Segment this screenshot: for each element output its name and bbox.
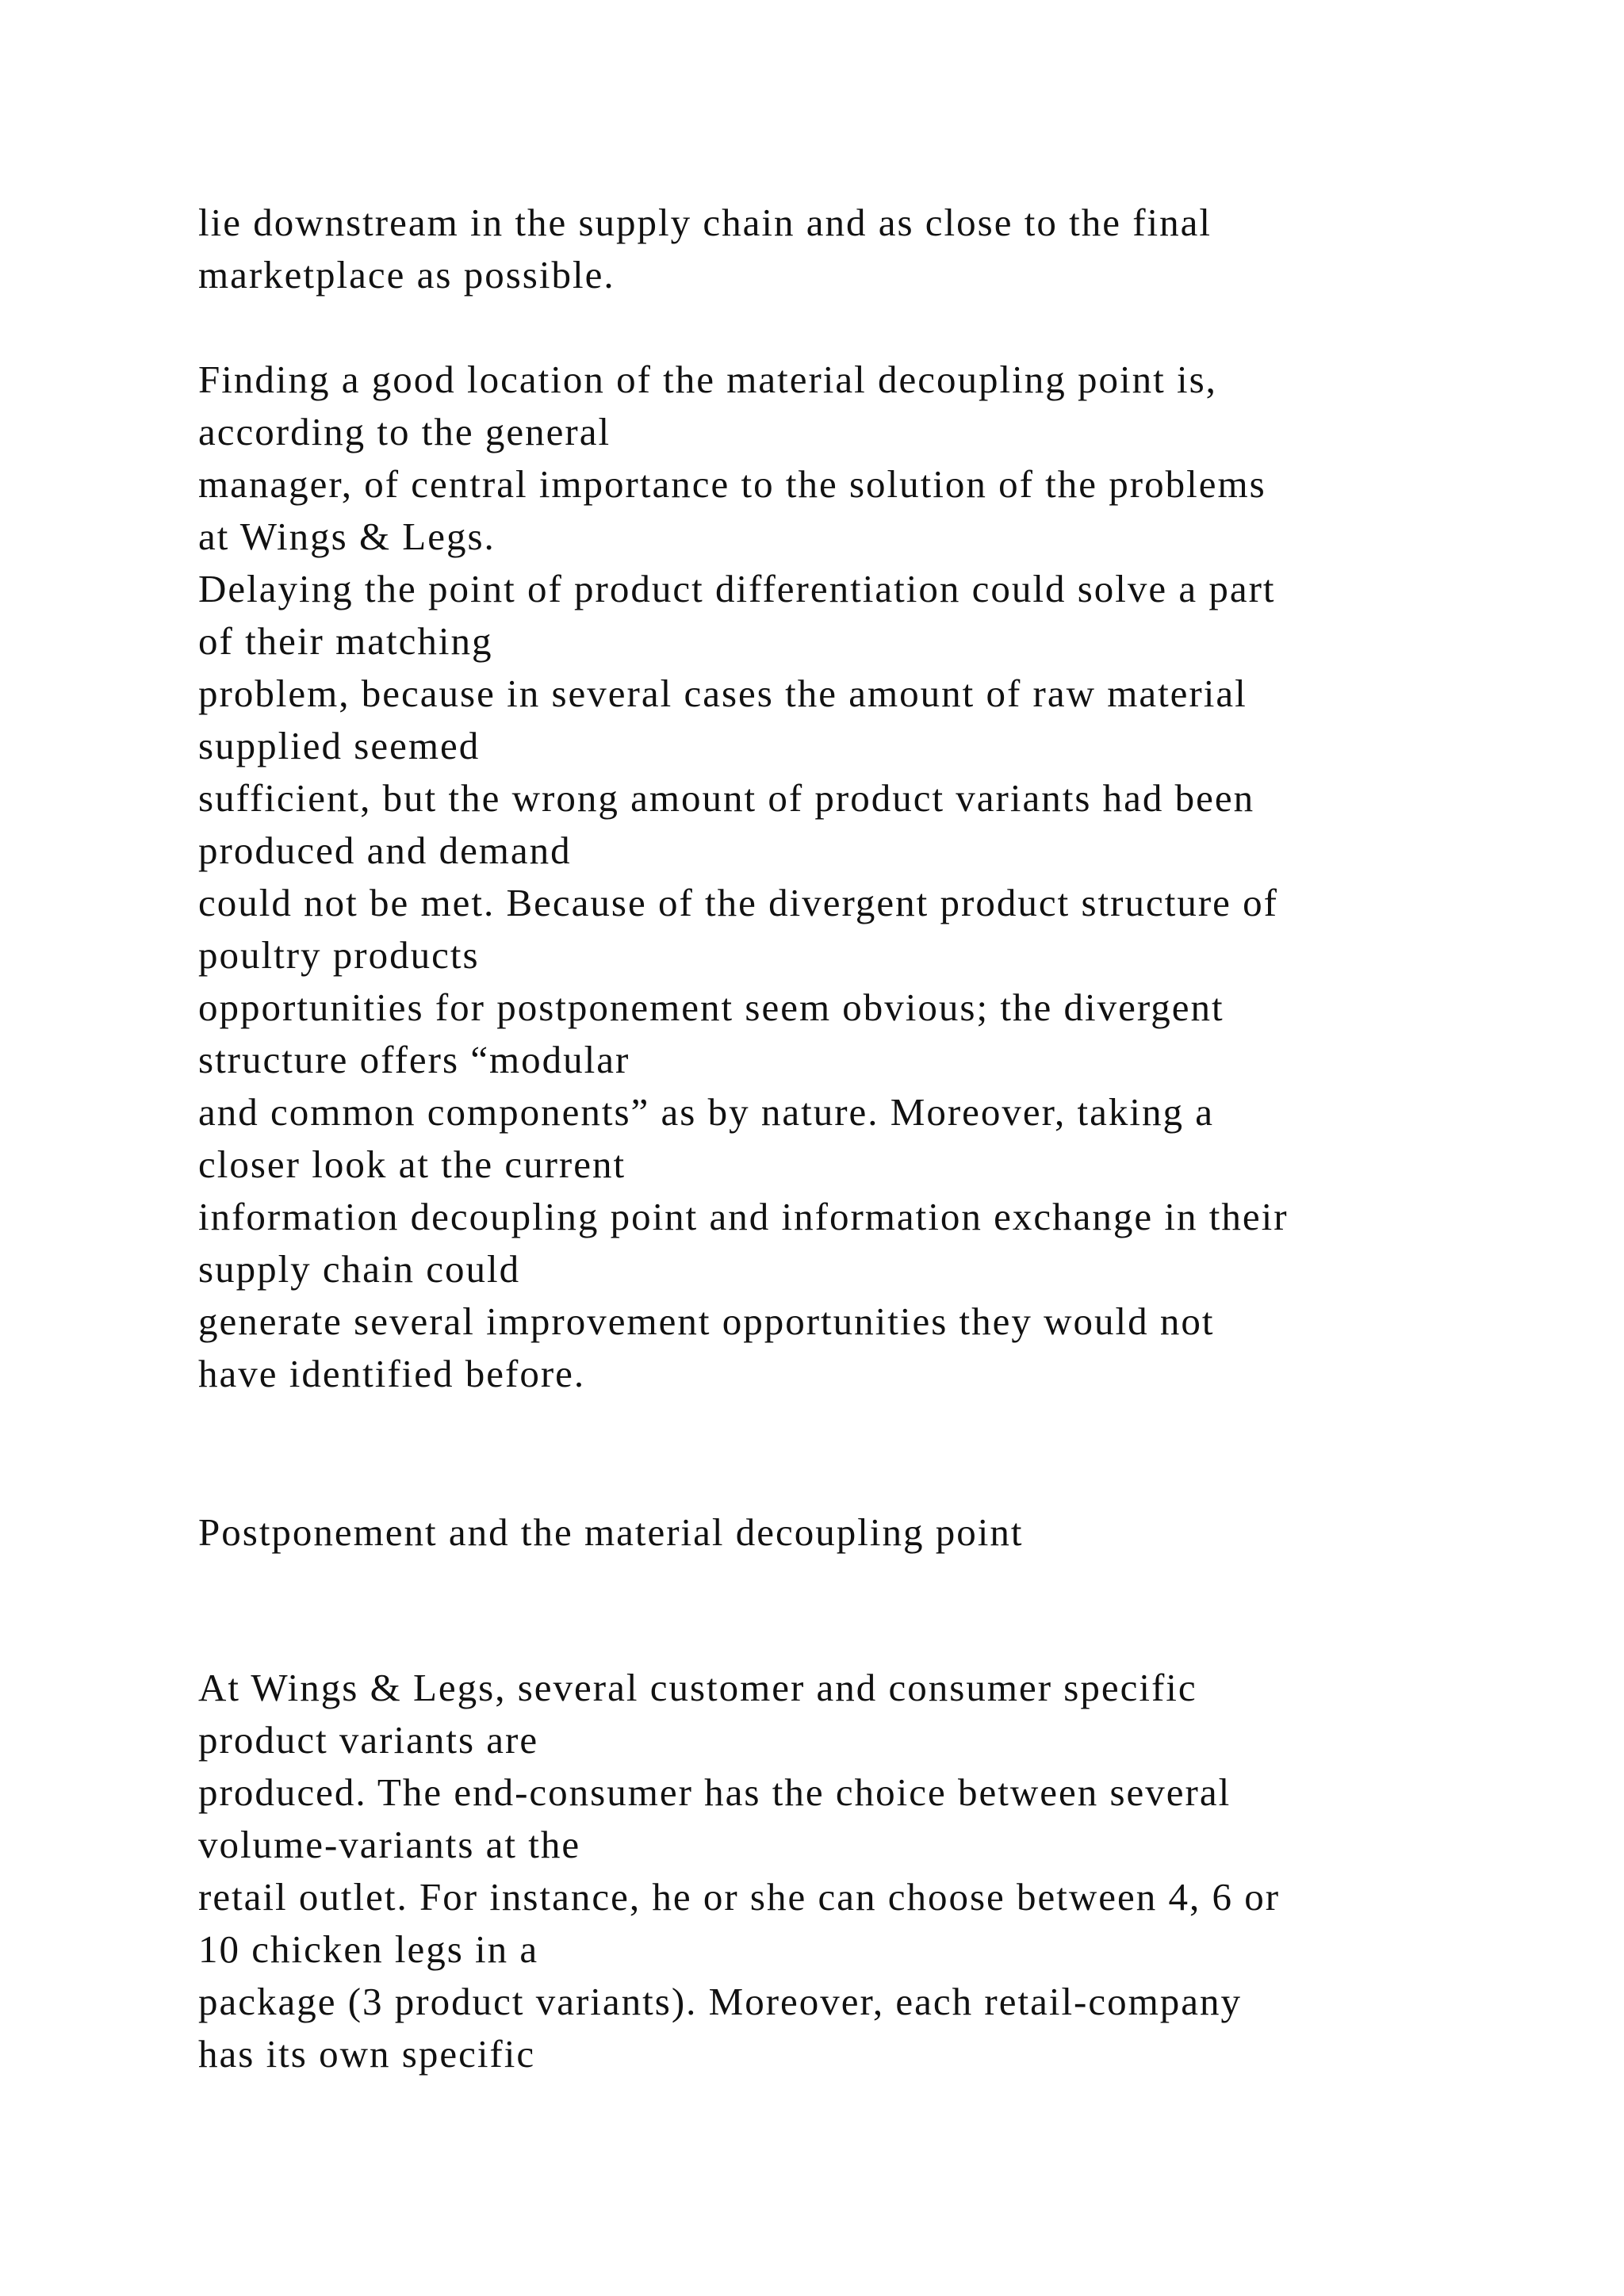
- body-paragraph-decoupling: Finding a good location of the material decoupling point is, according to the general manager, of central importance to the solution of the problems at Wings & Legs. Delaying the point of product differentiation could solve a part of their matching problem, because in several cases the amount of raw material supplied seemed sufficient, but the wrong amount of product variants had been produced and demand could not be met. Because of the divergent product structure of poultry products opportunities for postponement seem obvious; the divergent structure offers “modular and common components” as by nature. Moreover, taking a closer look at the current information decoupling point and information exchange in their supply chain could generate several improvement opportunities they would not have identified before.: [198, 358, 1289, 1395]
- section-heading: Postponement and the material decoupling point: [198, 1510, 1024, 1554]
- body-paragraph-variants: At Wings & Legs, several customer and consumer specific product variants are produced. The end-consumer has the choice between several volume-variants at the retail outlet. For instance, he or she can choose between 4, 6 or 10 chicken legs in a package (3 product variants). Moreover, each retail-company has its own specific: [198, 1666, 1281, 2076]
- intro-paragraph: lie downstream in the supply chain and as close to the final marketplace as possible.: [198, 201, 1212, 297]
